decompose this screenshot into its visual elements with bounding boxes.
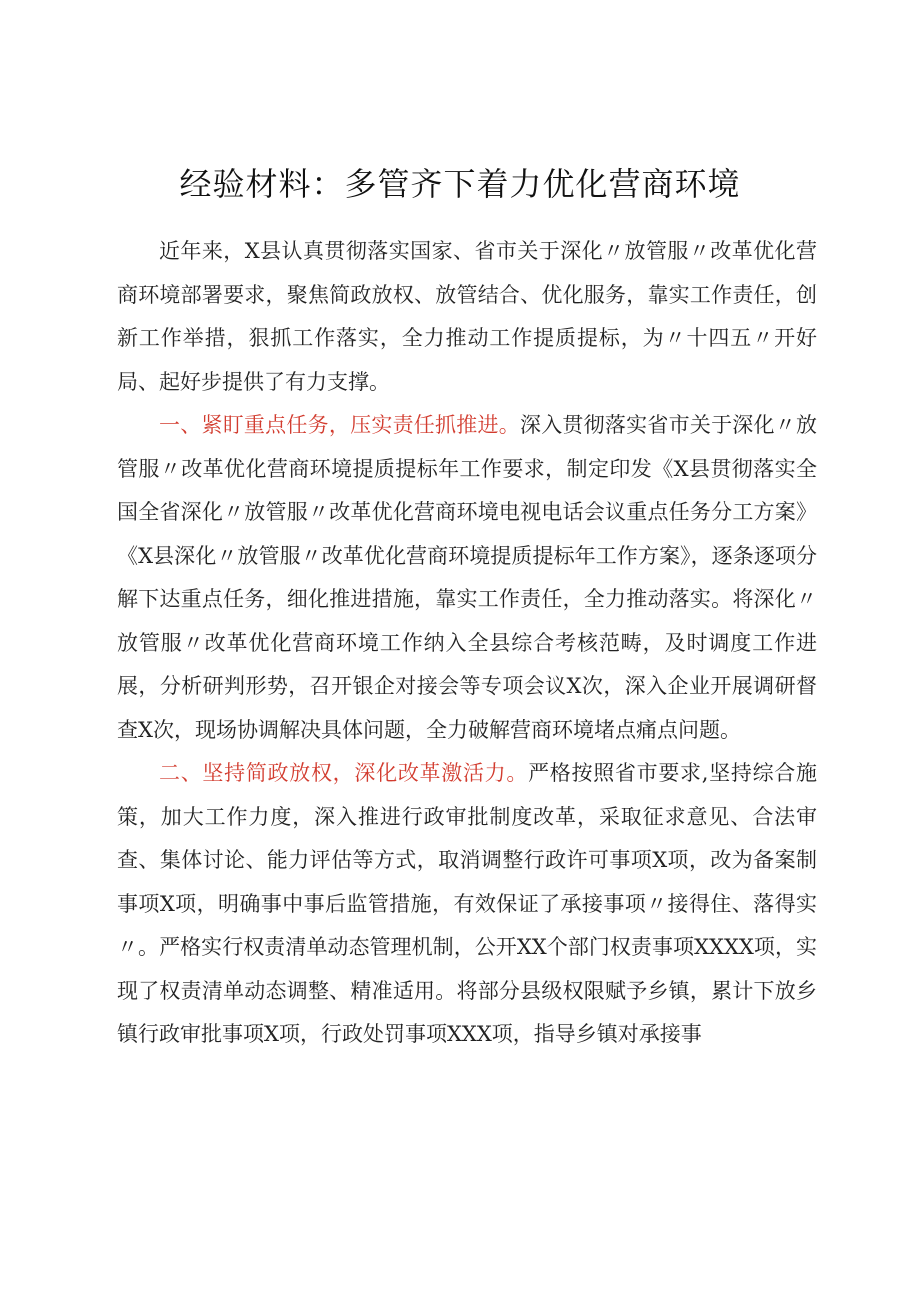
section-1-heading: 一、紧盯重点任务，压实责任抓推进。 [159,413,520,437]
document-title: 经验材料：多管齐下着力优化营商环境 [179,165,741,203]
section-2-paragraph [117,752,817,1057]
section-2-heading: 二、坚持简政放权，深化改革激活力。 [159,761,529,785]
document-body [117,230,817,1057]
section-2-body: 严格按照省市要求,坚持综合施策，加大工作力度，深入推进行政审批制度改革，采取征求意见、合法审查、集体讨论、能力评估等方式，取消调整行政许可事项X项，改为备案制事项X项，明确事中事后监管措施，有效保证了承接事项〃接得住、落得实〃。严格实行权责清单动态管理机制，公开XX个部门权责事项XXXX项，实现了权责清单动态调整、精准适用。将部分县级权限赋予乡镇，累计下放乡镇行政审批事项X项，行政处罚事项XXX项，指导乡镇对承接事 [117,761,817,1046]
section-1-body: 深入贯彻落实省市关于深化〃放管服〃改革优化营商环境提质提标年工作要求，制定印发《X县贯彻落实全国全省深化〃放管服〃改革优化营商环境电视电话会议重点任务分工方案》《X县深化〃放管服〃改革优化营商环境提质提标年工作方案》，逐条逐项分解下达重点任务，细化推进措施，靠实工作责任，全力推动落实。将深化〃放管服〃改革优化营商环境工作纳入全县综合考核范畴，及时调度工作进展，分析研判形势，召开银企对接会等专项会议X次，深入企业开展调研督查X次，现场协调解决具体问题，全力破解营商环境堵点痛点问题。 [117,413,818,742]
section-1-paragraph [117,404,817,752]
intro-paragraph: 近年来，X县认真贯彻落实国家、省市关于深化〃放管服〃改革优化营商环境部署要求，聚焦简政放权、放管结合、优化服务，靠实工作责任，创新工作举措，狠抓工作落实，全力推动工作提质提标，为〃十四五〃开好局、起好步提供了有力支撑。 [117,239,817,394]
